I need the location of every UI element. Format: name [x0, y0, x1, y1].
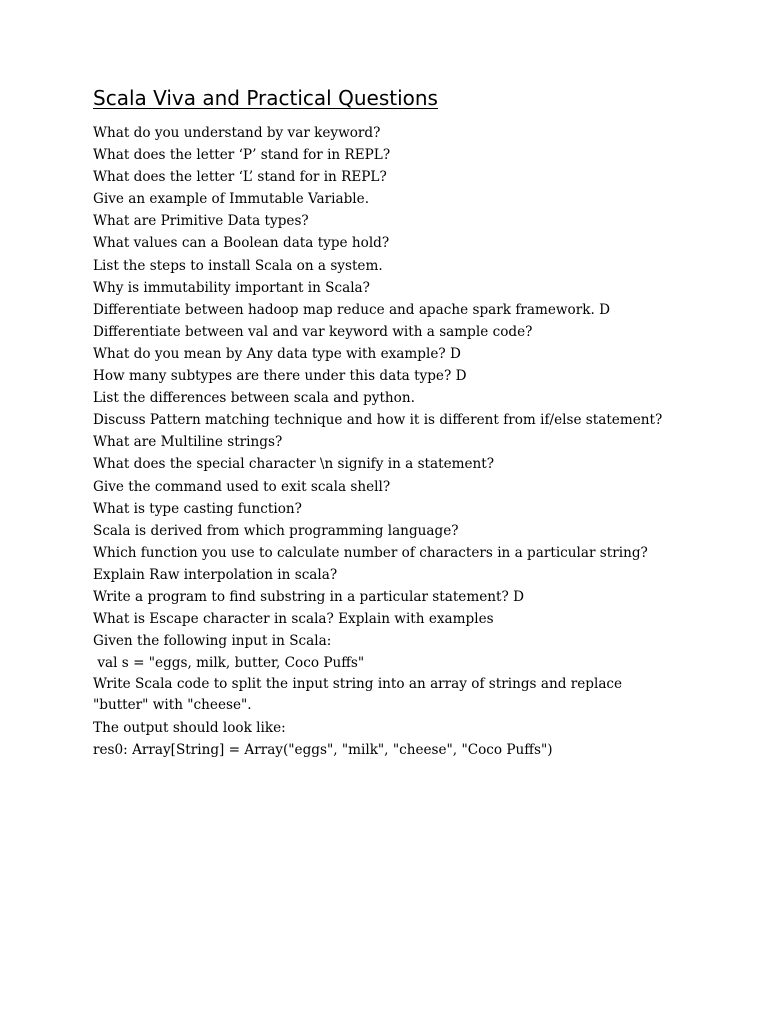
question-line: What are Primitive Data types? — [93, 213, 309, 230]
question-line: What do you understand by var keyword? — [93, 125, 381, 141]
question-line: List the differences between scala and python. — [93, 390, 415, 407]
question-line: Differentiate between hadoop map reduce and apache spark framework. D — [93, 301, 610, 318]
document-title: Scala Viva and Practical Questions — [93, 86, 438, 110]
code-line: val s = "eggs, milk, butter, Coco Puffs" — [93, 655, 365, 672]
question-line: What is type casting function? — [93, 500, 302, 517]
question-line: Differentiate between val and var keyword with a sample code? — [93, 323, 533, 340]
question-line: The output should look like: — [93, 720, 286, 737]
output-line: res0: Array[String] = Array("eggs", "milk", "cheese", "Coco Puffs") — [93, 742, 553, 759]
question-line: What does the letter ‘P’ stand for in REPL? — [93, 147, 391, 164]
question-list — [93, 122, 663, 761]
question-line: Scala is derived from which programming language? — [93, 522, 459, 539]
question-line: What do you mean by Any data type with example? D — [93, 345, 461, 362]
question-line: Write Scala code to split the input string into an array of strings and replace "butter" with "cheese". — [93, 676, 623, 713]
question-line: What does the special character \n signify in a statement? — [93, 456, 495, 473]
question-line: List the steps to install Scala on a system. — [93, 257, 383, 274]
question-line: What are Multiline strings? — [93, 434, 283, 451]
question-line: What is Escape character in scala? Explain with examples — [93, 611, 494, 628]
question-line: Why is immutability important in Scala? — [93, 279, 370, 296]
question-line: Explain Raw interpolation in scala? — [93, 566, 338, 583]
question-line: How many subtypes are there under this data type? D — [93, 368, 467, 385]
question-line: Write a program to find substring in a particular statement? D — [93, 588, 524, 605]
question-line: Give an example of Immutable Variable. — [93, 191, 370, 208]
question-line: Give the command used to exit scala shell? — [93, 478, 391, 495]
question-line: Discuss Pattern matching technique and how it is different from if/else statement? — [93, 412, 663, 429]
question-line: Which function you use to calculate number of characters in a particular string? — [93, 544, 648, 561]
question-line: What does the letter ‘L’ stand for in REPL? — [93, 169, 387, 186]
question-line: Given the following input in Scala: — [93, 633, 332, 650]
question-line: What values can a Boolean data type hold? — [93, 235, 390, 252]
